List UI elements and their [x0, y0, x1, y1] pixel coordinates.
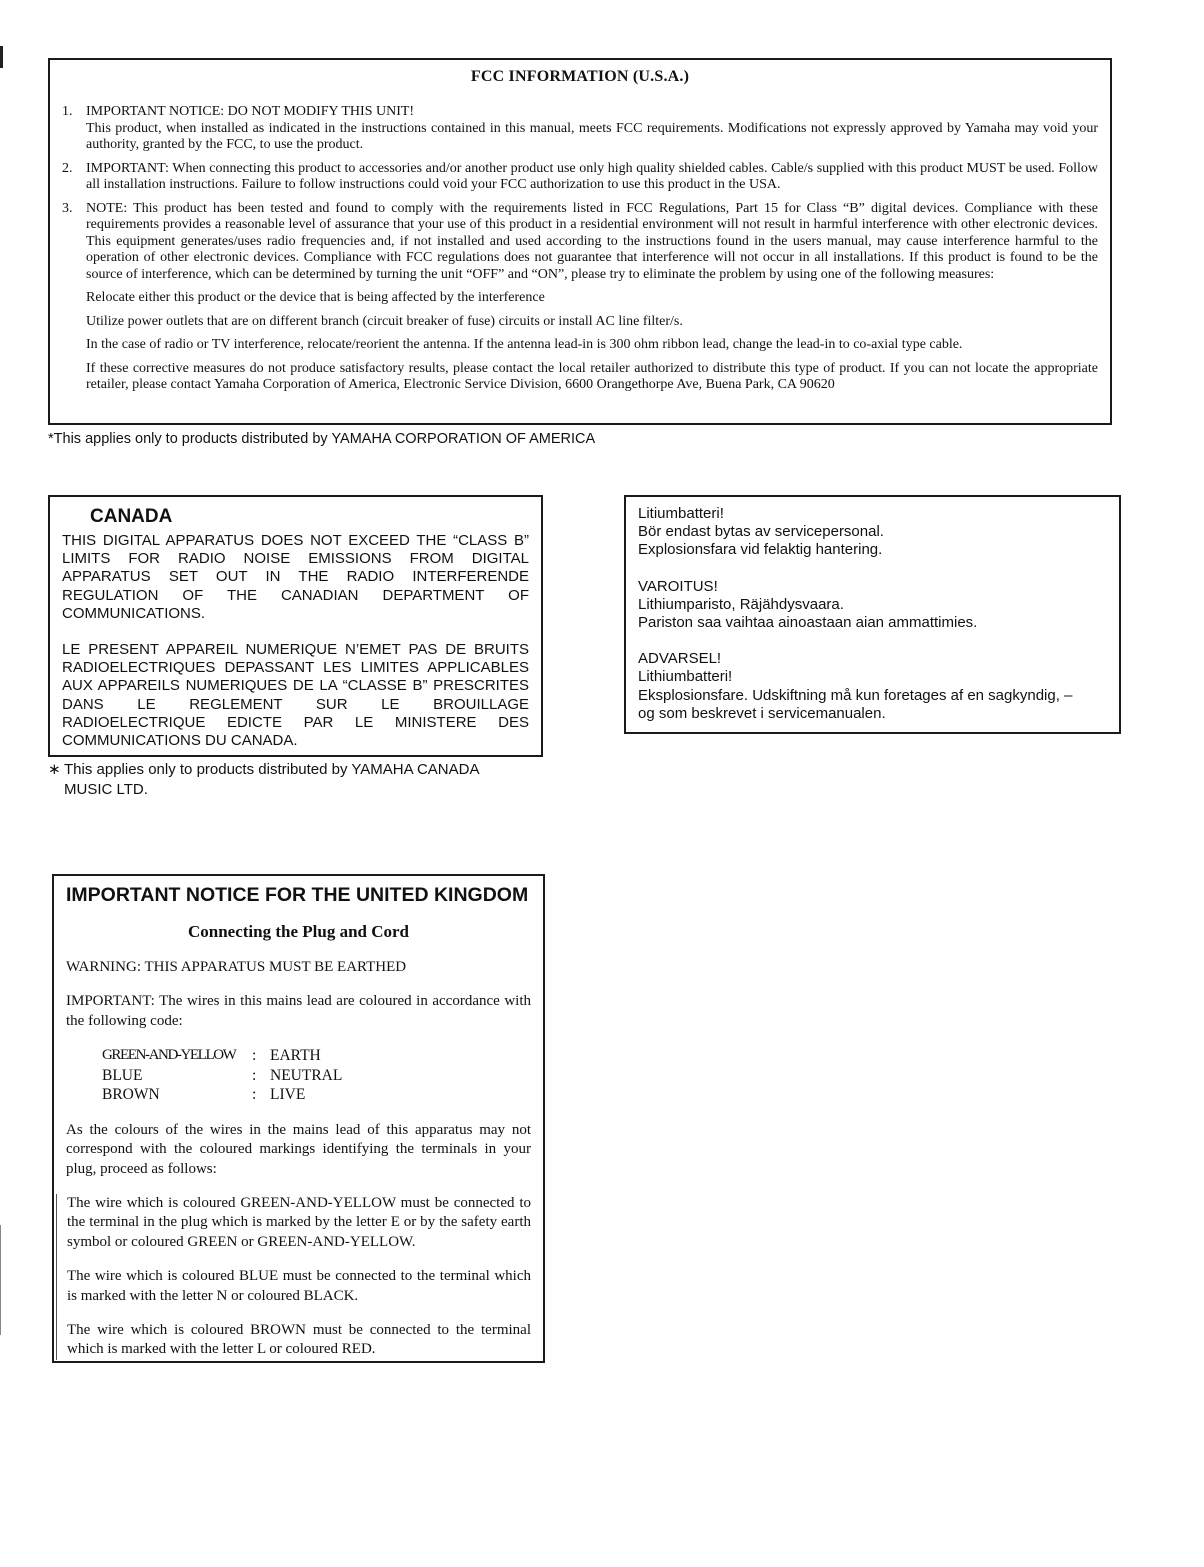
wire-meaning: LIVE — [270, 1086, 306, 1104]
battery-warning-box — [624, 495, 1121, 734]
uk-instructions — [56, 1194, 531, 1360]
uk-as-colours: As the colours of the wires in the mains lead of this apparatus may not correspond with the coloured markings identifying the terminals in your plug, proceed as follows: — [66, 1121, 531, 1177]
fcc-item-number: 1. — [62, 104, 73, 119]
fcc-title: FCC INFORMATION (U.S.A.) — [470, 68, 690, 85]
swedish-line: Litiumbatteri! — [638, 505, 724, 522]
wire-code-row — [102, 1046, 531, 1066]
canada-notice-box — [48, 495, 543, 757]
fcc-item-text: IMPORTANT: When connecting this product to accessories and/or another product use only high quality shielded cables. Cable/s supplied with this product MUST be used. Follow all installation instructions. Failure to follow instructions could void your FCC authorization to use this product in the USA. — [86, 160, 1098, 192]
wire-separator: : — [252, 1086, 257, 1104]
fcc-measure: In the case of radio or TV interference, relocate/reorient the antenna. If the antenna lead-in is 300 ohm ribbon lead, change the lead-in to co-axial type cable. — [86, 337, 963, 352]
fcc-item-number: 2. — [62, 160, 73, 176]
fcc-item-1 — [62, 104, 1098, 154]
scan-edge-line — [0, 1225, 1, 1335]
danish-line: Lithiumbatteri! — [638, 668, 733, 686]
wire-meaning: NEUTRAL — [270, 1066, 343, 1084]
fcc-measure: Utilize power outlets that are on different branch (circuit breaker of fuse) circuits or install AC line filter/s. — [86, 313, 683, 329]
fcc-item-number: 3. — [62, 200, 73, 216]
uk-important: IMPORTANT: The wires in this mains lead are coloured in accordance with the following code: — [66, 993, 531, 1029]
canada-french-text: LE PRESENT APPAREIL NUMERIQUE N’EMET PAS DE BRUITS RADIOELECTRIQUES DEPASSANT LES LIMITES APPLICABLES AUX APPAREILS NUMERIQUES DE LA “CLASSE B” PRESCRITES DANS LE REGLEMENT SUR LE BROUILLAGE RADIOELECTRIQUE EDICTE PAR LE MINISTERE DES COMMUNICATIONS DU CANADA. — [62, 641, 529, 750]
fcc-measure: If these corrective measures do not produce satisfactory results, please contact the local retailer authorized to distribute this type of product. If you can not locate the appropriate retailer, please contact Yamaha Corporation of America, Electronic Service Division, 6600 Orangethorpe Ave, Buena Park, CA 90620 — [86, 360, 1098, 392]
footnote-asterisk: ∗ — [48, 761, 61, 778]
uk-blue-instruction: The wire which is coloured BLUE must be connected to the terminal which is marked with the letter N or coloured BLACK. — [67, 1268, 531, 1304]
uk-notice-box — [52, 874, 545, 1363]
wire-separator: : — [252, 1066, 257, 1084]
wire-color: BROWN — [102, 1086, 160, 1104]
wire-code-row — [102, 1066, 531, 1086]
finnish-line: VAROITUS! — [638, 577, 718, 595]
fcc-item-text: NOTE: This product has been tested and found to comply with the requirements listed in FCC Regulations, Part 15 for Class “B” digital devices. Compliance with these requirements provides a reasonable level of assurance that your use of this product in a residential environment will not result in harmful interference with other electronic devices. This equipment generates/uses radio frequencies and, if not installed and used according to the instructions found in the users manual, may cause interference harmful to the operation of other electronic devices. Compliance with FCC regulations does not guarantee that interference will not occur in all installations. If this product is found to be the source of interference, which can be determined by turning the unit “OFF” and “ON”, please try to eliminate the problem by using one of the following measures: — [86, 200, 1098, 282]
uk-title: IMPORTANT NOTICE FOR THE UNITED KINGDOM — [66, 884, 529, 906]
canada-title: CANADA — [90, 506, 173, 527]
wire-color-code-table — [102, 1046, 531, 1105]
finnish-line: Pariston saa vaihtaa ainoastaan aian ammattimies. — [638, 614, 978, 632]
uk-subtitle: Connecting the Plug and Cord — [187, 922, 410, 941]
wire-color: GREEN-AND-YELLOW — [102, 1047, 236, 1064]
fcc-item-2 — [62, 161, 1098, 194]
fcc-item-text: This product, when installed as indicated in the instructions contained in this manual, meets FCC requirements. Modifications not expressly approved by Yamaha may void your authority, granted by the FCC, to use the product. — [86, 120, 1098, 152]
canada-footnote-line1: This applies only to products distributed by YAMAHA CANADA — [64, 761, 480, 778]
scan-edge-mark — [0, 46, 3, 68]
canada-footnote — [48, 760, 553, 799]
uk-green-instruction: The wire which is coloured GREEN-AND-YELLOW must be connected to the terminal in the plug which is marked by the letter E or by the safety earth symbol or coloured GREEN or GREEN-AND-YELLOW. — [67, 1194, 531, 1250]
uk-brown-instruction: The wire which is coloured BROWN must be connected to the terminal which is marked with the letter L or coloured RED. — [67, 1321, 531, 1358]
swedish-line: Explosionsfara vid felaktig hantering. — [638, 541, 883, 559]
canada-footnote-line2: MUSIC LTD. — [64, 780, 148, 798]
fcc-information-box — [48, 58, 1112, 425]
fcc-measure: Relocate either this product or the device that is being affected by the interference — [86, 290, 545, 305]
wire-code-row — [102, 1085, 531, 1105]
fcc-item-3 — [62, 201, 1098, 284]
wire-separator: : — [252, 1047, 257, 1065]
danish-line: ADVARSEL! — [638, 650, 722, 668]
uk-warning: WARNING: THIS APPARATUS MUST BE EARTHED — [66, 959, 407, 975]
fcc-item-heading: IMPORTANT NOTICE: DO NOT MODIFY THIS UNIT! — [86, 104, 415, 119]
wire-meaning: EARTH — [270, 1047, 321, 1065]
swedish-line: Bör endast bytas av servicepersonal. — [638, 523, 884, 541]
finnish-line: Lithiumparisto, Räjähdysvaara. — [638, 595, 844, 613]
wire-color: BLUE — [102, 1066, 143, 1084]
danish-line: Eksplosionsfare. Udskiftning må kun foretages af en sagkyndig, – — [638, 686, 1073, 704]
canada-english-text: THIS DIGITAL APPARATUS DOES NOT EXCEED THE “CLASS B” LIMITS FOR RADIO NOISE EMISSIONS FROM DIGITAL APPARATUS SET OUT IN THE RADIO INTERFERENDE REGULATION OF THE CANADIAN DEPARTMENT OF COMMUNICATIONS. — [62, 532, 529, 622]
fcc-footnote: *This applies only to products distributed by YAMAHA CORPORATION OF AMERICA — [48, 431, 596, 447]
danish-line: og som beskrevet i servicemanualen. — [638, 704, 886, 722]
